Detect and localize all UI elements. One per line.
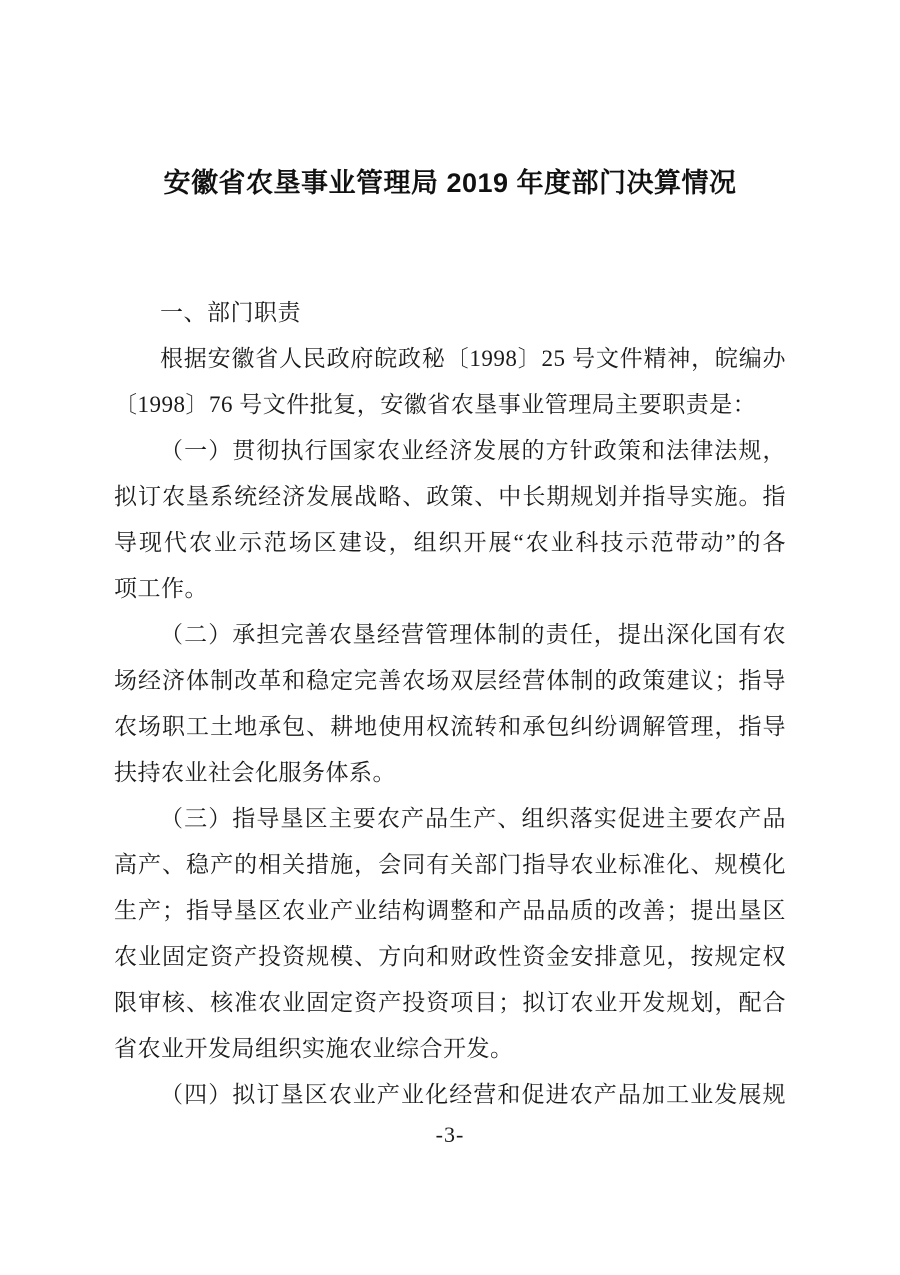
text-line: 拟订农垦系统经济发展战略、政策、中长期规划并指导实施。指 [114, 484, 786, 509]
text-line: 农业固定资产投资规模、方向和财政性资金安排意见，按规定权 [114, 944, 786, 969]
text-line: 限审核、核准农业固定资产投资项目；拟订农业开发规划，配合 [114, 990, 786, 1015]
text-line: 根据安徽省人民政府皖政秘〔1998〕25 号文件精神，皖编办 [160, 346, 786, 371]
text-line: （四）拟订垦区农业产业化经营和促进农产品加工业发展规 [160, 1082, 786, 1107]
text-line: 〔1998〕76 号文件批复，安徽省农垦事业管理局主要职责是： [114, 392, 757, 417]
text-line: （三）指导垦区主要农产品生产、组织落实促进主要农产品 [160, 806, 786, 831]
text-line: （一）贯彻执行国家农业经济发展的方针政策和法律法规， [160, 438, 786, 463]
page-number: -3- [435, 1122, 465, 1147]
text-line: 场经济体制改革和稳定完善农场双层经营体制的政策建议；指导 [114, 668, 786, 693]
text-line: 省农业开发局组织实施农业综合开发。 [114, 1036, 514, 1061]
text-line: 导现代农业示范场区建设，组织开展“农业科技示范带动”的各 [114, 530, 786, 555]
text-line: 生产；指导垦区农业产业结构调整和产品品质的改善；提出垦区 [114, 898, 786, 923]
text-line: 农场职工土地承包、耕地使用权流转和承包纠纷调解管理，指导 [114, 714, 786, 739]
text-line: 高产、稳产的相关措施，会同有关部门指导农业标准化、规模化 [114, 852, 786, 877]
text-line: 扶持农业社会化服务体系。 [114, 760, 396, 785]
text-line: 项工作。 [114, 576, 208, 601]
section-heading: 一、部门职责 [160, 300, 301, 325]
document-title: 安徽省农垦事业管理局 2019 年度部门决算情况 [163, 168, 737, 198]
document-body [114, 290, 786, 1118]
text-line: （二）承担完善农垦经营管理体制的责任，提出深化国有农 [160, 622, 786, 647]
